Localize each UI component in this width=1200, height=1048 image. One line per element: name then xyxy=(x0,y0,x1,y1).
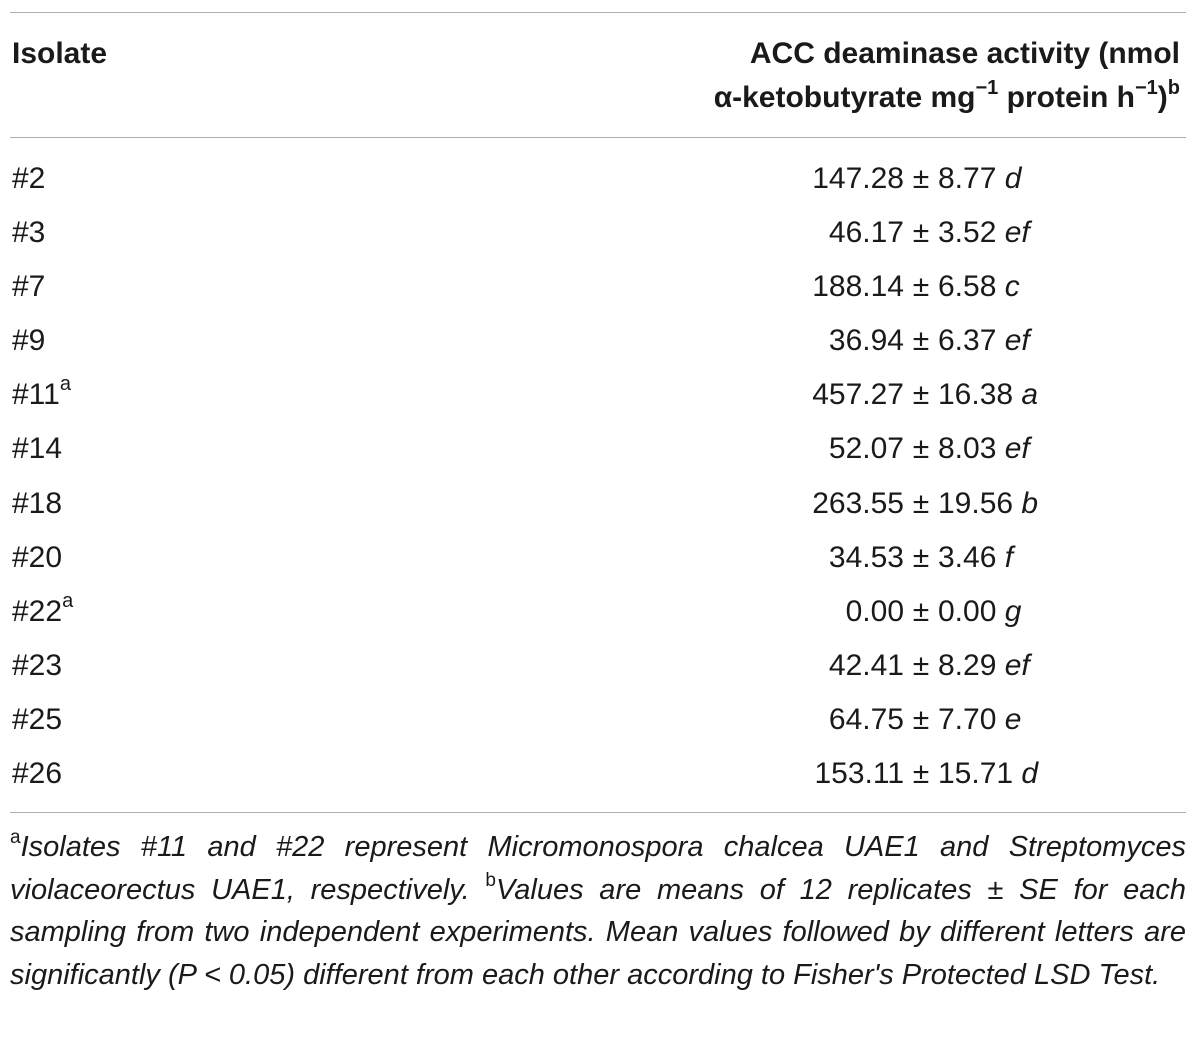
significance-letter: ef xyxy=(1004,324,1030,358)
table-row xyxy=(10,531,1186,585)
top-rule xyxy=(10,12,1186,13)
table-row xyxy=(10,477,1186,531)
plus-minus-sign: ± xyxy=(912,540,930,574)
table-row xyxy=(10,368,1186,422)
cell-isolate xyxy=(12,693,62,747)
standard-error: 7.70 xyxy=(938,702,997,736)
footnote-text-a: Isolates #11 and #22 represent Micromonospora chalcea UAE1 and Streptomyces violaceorectus UAE1, respectively. xyxy=(10,831,1186,906)
mean-value: 188.14 xyxy=(812,270,904,304)
significance-letter: d xyxy=(1021,757,1039,791)
isolate-id: #14 xyxy=(12,432,63,466)
cell-activity xyxy=(796,639,1066,693)
plus-minus-sign: ± xyxy=(912,594,930,628)
isolate-id: #11 xyxy=(12,378,60,412)
cell-activity xyxy=(796,693,1066,747)
mean-value: 42.41 xyxy=(828,648,904,682)
cell-isolate xyxy=(12,639,62,693)
significance-letter: e xyxy=(1004,702,1022,736)
significance-letter: ef xyxy=(1004,432,1030,466)
plus-minus-sign: ± xyxy=(912,648,930,682)
isolate-id: #2 xyxy=(12,162,46,195)
mean-value: 34.53 xyxy=(828,540,904,574)
table-body xyxy=(10,152,1186,801)
cell-activity xyxy=(796,152,1066,206)
cell-activity xyxy=(796,368,1066,422)
mean-value: 64.75 xyxy=(828,702,904,736)
footnote-mark-b: b xyxy=(485,869,496,891)
activity-header-close: ) xyxy=(1157,81,1168,114)
column-header-isolate: Isolate xyxy=(12,37,108,70)
significance-letter: g xyxy=(1004,594,1022,628)
significance-letter: b xyxy=(1021,486,1039,520)
significance-letter: ef xyxy=(1004,216,1030,250)
activity-header-exp2: −1 xyxy=(1134,77,1158,99)
cell-isolate xyxy=(12,260,45,314)
plus-minus-sign: ± xyxy=(912,757,930,791)
plus-minus-sign: ± xyxy=(912,702,930,736)
cell-activity xyxy=(796,585,1066,639)
standard-error: 15.71 xyxy=(938,757,1014,791)
significance-letter: d xyxy=(1004,162,1022,195)
cell-isolate xyxy=(12,422,62,476)
cell-isolate xyxy=(12,152,45,206)
significance-letter: c xyxy=(1004,270,1020,304)
standard-error: 6.58 xyxy=(938,270,997,304)
cell-isolate xyxy=(12,531,62,585)
cell-activity xyxy=(796,531,1066,585)
plus-minus-sign: ± xyxy=(912,378,930,412)
activity-header-note: b xyxy=(1167,77,1180,99)
table-footnote xyxy=(10,826,1186,996)
cell-activity xyxy=(796,206,1066,260)
significance-letter: f xyxy=(1004,540,1014,574)
isolate-id: #3 xyxy=(12,216,46,250)
isolate-id: #7 xyxy=(12,270,46,304)
table-row xyxy=(10,639,1186,693)
table-row xyxy=(10,260,1186,314)
cell-activity xyxy=(796,422,1066,476)
mean-value: 52.07 xyxy=(828,432,904,466)
cell-isolate xyxy=(12,314,45,368)
activity-header-mid: protein h xyxy=(998,81,1135,114)
mean-value: 153.11 xyxy=(814,757,904,791)
plus-minus-sign: ± xyxy=(912,270,930,304)
standard-error: 19.56 xyxy=(938,486,1014,520)
significance-letter: a xyxy=(1021,378,1039,412)
plus-minus-sign: ± xyxy=(912,216,930,250)
mean-value: 36.94 xyxy=(828,324,904,358)
cell-activity xyxy=(796,314,1066,368)
footnote-marker: a xyxy=(59,373,71,396)
cell-isolate xyxy=(12,477,62,531)
cell-isolate xyxy=(12,206,45,260)
plus-minus-sign: ± xyxy=(912,162,930,195)
isolate-id: #23 xyxy=(12,648,63,682)
table-row xyxy=(10,693,1186,747)
isolate-id: #9 xyxy=(12,324,46,358)
standard-error: 8.77 xyxy=(938,162,997,195)
mean-value: 457.27 xyxy=(812,378,904,412)
cell-activity xyxy=(796,477,1066,531)
table-row xyxy=(10,422,1186,476)
cell-isolate xyxy=(12,747,62,801)
activity-header-exp1: −1 xyxy=(975,77,999,99)
table-row xyxy=(10,747,1186,801)
isolate-id: #22 xyxy=(12,594,63,628)
standard-error: 16.38 xyxy=(938,378,1014,412)
mean-value: 46.17 xyxy=(828,216,904,250)
isolate-id: #25 xyxy=(12,702,63,736)
table-row xyxy=(10,585,1186,639)
activity-header-line2: α-ketobutyrate mg xyxy=(713,81,976,114)
activity-header-line1: ACC deaminase activity (nmol xyxy=(749,37,1180,70)
plus-minus-sign: ± xyxy=(912,432,930,466)
standard-error: 0.00 xyxy=(938,594,997,628)
standard-error: 8.03 xyxy=(938,432,997,466)
isolate-id: #18 xyxy=(12,486,63,520)
standard-error: 3.46 xyxy=(938,540,997,574)
table-row xyxy=(10,152,1186,206)
standard-error: 6.37 xyxy=(938,324,997,358)
cell-isolate xyxy=(12,585,73,639)
mean-value: 147.28 xyxy=(812,162,904,195)
table-row xyxy=(10,206,1186,260)
bottom-rule xyxy=(10,812,1186,813)
footnote-marker: a xyxy=(62,589,74,612)
plus-minus-sign: ± xyxy=(912,324,930,358)
isolate-id: #26 xyxy=(12,757,63,791)
mean-value: 263.55 xyxy=(812,486,904,520)
plus-minus-sign: ± xyxy=(912,486,930,520)
footnote-text-b: Values are means of 12 replicates ± SE for each sampling from two independent experiments. Mean values followed by different letters are significantly (P < 0.05) different from each other according to Fisher's Protected LSD Test. xyxy=(10,873,1187,991)
column-header-activity xyxy=(540,32,1180,120)
significance-letter: ef xyxy=(1004,648,1030,682)
standard-error: 8.29 xyxy=(938,648,997,682)
table-row xyxy=(10,314,1186,368)
isolate-id: #20 xyxy=(12,540,63,574)
cell-isolate xyxy=(12,368,71,422)
header-rule xyxy=(10,137,1186,138)
cell-activity xyxy=(796,747,1066,801)
standard-error: 3.52 xyxy=(938,216,997,250)
footnote-mark-a: a xyxy=(10,827,21,849)
mean-value: 0.00 xyxy=(845,594,904,628)
cell-activity xyxy=(796,260,1066,314)
